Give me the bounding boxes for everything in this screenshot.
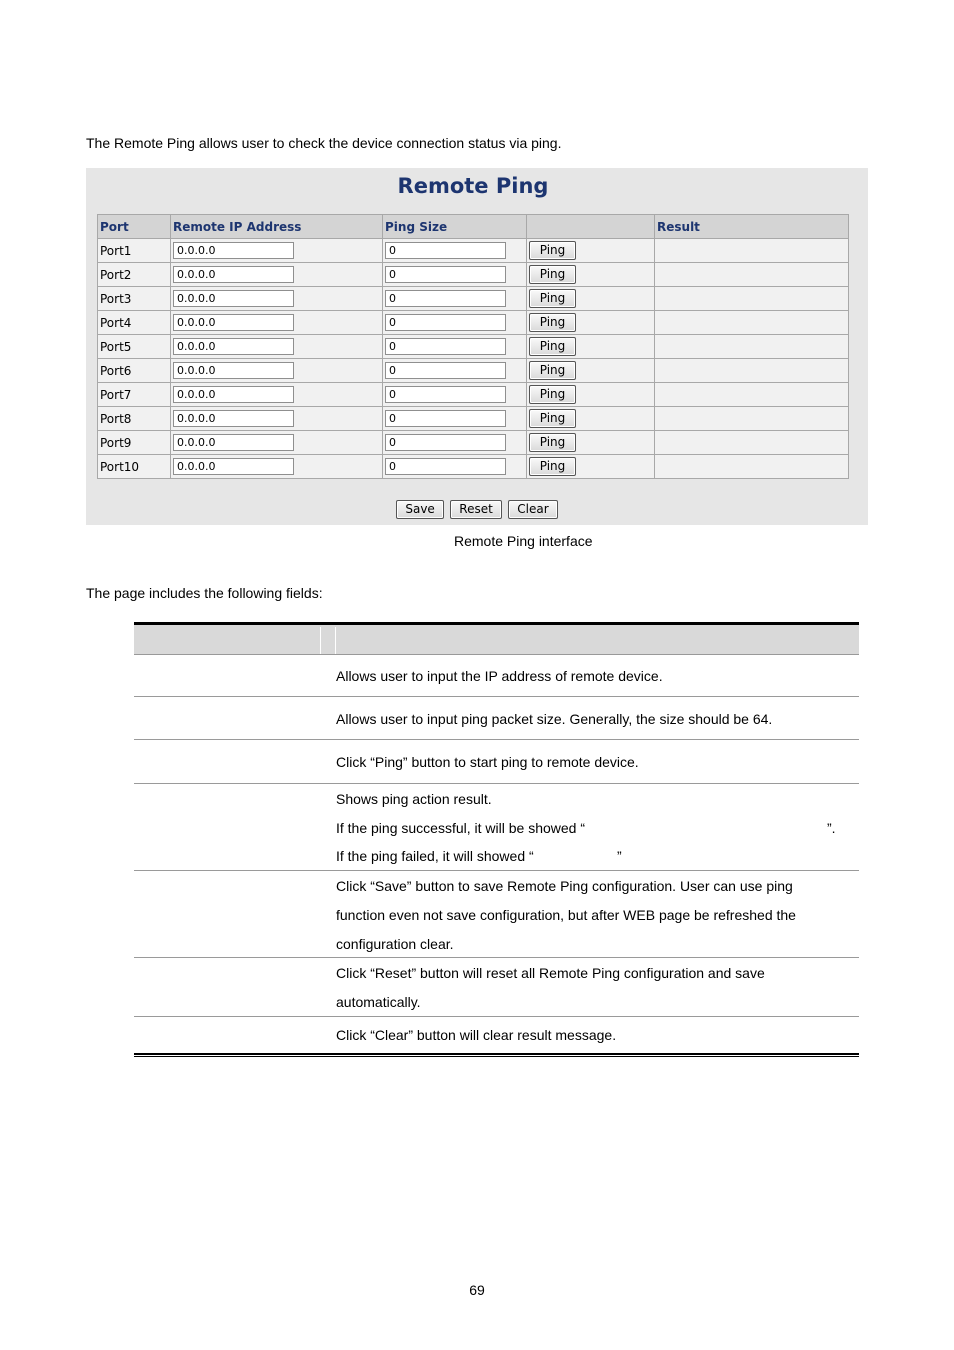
ip-cell <box>171 383 383 407</box>
remote-ip-input[interactable]: 0.0.0.0 <box>173 410 294 427</box>
ping-size-input[interactable]: 0 <box>385 434 506 451</box>
action-cell <box>527 455 655 479</box>
field-desc-line: function even not save configuration, but after WEB page be refreshed the <box>336 907 796 923</box>
port-label: Port7 <box>100 387 132 402</box>
remote-ip-input[interactable]: 0.0.0.0 <box>173 362 294 379</box>
ping-button[interactable]: Ping <box>529 385 576 404</box>
table-header-row <box>98 215 849 239</box>
field-row-ping-size <box>134 697 859 740</box>
port-cell <box>98 311 171 335</box>
size-cell <box>383 383 527 407</box>
ip-cell <box>171 263 383 287</box>
ping-button[interactable]: Ping <box>529 289 576 308</box>
table-row <box>98 311 849 335</box>
field-row-result <box>134 784 859 871</box>
ip-cell <box>171 431 383 455</box>
page-number: 69 <box>469 1282 485 1298</box>
figure-caption: Remote Ping interface <box>454 533 593 549</box>
table-row <box>98 263 849 287</box>
field-desc-line: Click “Ping” button to start ping to remote device. <box>336 754 639 770</box>
table-row <box>98 455 849 479</box>
ping-size-input[interactable]: 0 <box>385 314 506 331</box>
remote-ip-input[interactable]: 0.0.0.0 <box>173 338 294 355</box>
action-cell <box>527 311 655 335</box>
table-row <box>98 431 849 455</box>
field-desc-line: Shows ping action result. <box>336 791 492 807</box>
field-desc-line: Click “Save” button to save Remote Ping configuration. User can use ping <box>336 878 793 894</box>
port-cell <box>98 431 171 455</box>
size-cell <box>383 431 527 455</box>
port-cell <box>98 383 171 407</box>
header-result: Result <box>655 215 849 239</box>
port-label: Port4 <box>100 315 132 330</box>
ip-cell <box>171 359 383 383</box>
ip-cell <box>171 287 383 311</box>
port-label: Port5 <box>100 339 132 354</box>
port-label: Port10 <box>100 459 140 474</box>
remote-ping-panel <box>86 168 868 525</box>
field-desc-line: If the ping failed, it will showed “ <box>336 848 534 864</box>
remote-ip-input[interactable]: 0.0.0.0 <box>173 386 294 403</box>
action-cell <box>527 407 655 431</box>
ping-size-input[interactable]: 0 <box>385 362 506 379</box>
size-cell <box>383 359 527 383</box>
ip-cell <box>171 311 383 335</box>
field-desc-line: Allows user to input the IP address of remote device. <box>336 668 663 684</box>
table-row <box>98 287 849 311</box>
size-cell <box>383 263 527 287</box>
header-action <box>527 215 655 239</box>
port-cell <box>98 335 171 359</box>
table-body <box>98 239 849 479</box>
ping-size-input[interactable]: 0 <box>385 338 506 355</box>
field-desc-line: ”. <box>827 820 836 836</box>
remote-ip-input[interactable]: 0.0.0.0 <box>173 458 294 475</box>
ping-size-input[interactable]: 0 <box>385 410 506 427</box>
result-cell <box>655 455 849 479</box>
panel-title: Remote Ping <box>397 174 549 198</box>
remote-ip-input[interactable]: 0.0.0.0 <box>173 314 294 331</box>
field-desc-line: ” <box>617 848 622 864</box>
action-cell <box>527 239 655 263</box>
header-divider <box>320 627 336 654</box>
port-cell <box>98 239 171 263</box>
field-desc-line: Click “Clear” button will clear result message. <box>336 1027 617 1043</box>
result-cell <box>655 311 849 335</box>
field-desc-line: If the ping successful, it will be showed “ <box>336 820 586 836</box>
table-row <box>98 239 849 263</box>
ip-cell <box>171 335 383 359</box>
ping-size-input[interactable]: 0 <box>385 386 506 403</box>
result-cell <box>655 287 849 311</box>
fields-table <box>134 622 859 1054</box>
ping-button[interactable]: Ping <box>529 457 576 476</box>
remote-ip-input[interactable]: 0.0.0.0 <box>173 242 294 259</box>
header-port: Port <box>98 215 171 239</box>
size-cell <box>383 239 527 263</box>
port-cell <box>98 407 171 431</box>
ping-button[interactable]: Ping <box>529 241 576 260</box>
remote-ip-input[interactable]: 0.0.0.0 <box>173 266 294 283</box>
ip-cell <box>171 407 383 431</box>
ip-cell <box>171 455 383 479</box>
port-label: Port3 <box>100 291 132 306</box>
result-cell <box>655 359 849 383</box>
table-row <box>98 335 849 359</box>
field-desc-line: Allows user to input ping packet size. Generally, the size should be 64. <box>336 711 773 727</box>
field-row-save <box>134 871 859 958</box>
field-desc-line: configuration clear. <box>336 936 454 952</box>
result-cell <box>655 239 849 263</box>
field-row-ping-button <box>134 740 859 784</box>
table-row <box>98 383 849 407</box>
field-row-remote-ip <box>134 655 859 697</box>
port-label: Port6 <box>100 363 132 378</box>
port-label: Port9 <box>100 435 132 450</box>
field-row-reset <box>134 958 859 1017</box>
remote-ping-table <box>97 214 849 479</box>
remote-ip-input[interactable]: 0.0.0.0 <box>173 290 294 307</box>
size-cell <box>383 311 527 335</box>
ping-button[interactable]: Ping <box>529 361 576 380</box>
intro-text: The Remote Ping allows user to check the device connection status via ping. <box>86 135 562 151</box>
fields-table-header <box>134 625 859 655</box>
fields-intro: The page includes the following fields: <box>86 585 323 601</box>
action-buttons <box>86 500 868 519</box>
ping-button[interactable]: Ping <box>529 433 576 452</box>
action-cell <box>527 287 655 311</box>
port-cell <box>98 455 171 479</box>
result-cell <box>655 431 849 455</box>
port-cell <box>98 359 171 383</box>
port-label: Port2 <box>100 267 132 282</box>
ping-size-input[interactable]: 0 <box>385 290 506 307</box>
action-cell <box>527 335 655 359</box>
ping-size-input[interactable]: 0 <box>385 242 506 259</box>
table-bottom-rule <box>134 1053 859 1057</box>
port-cell <box>98 263 171 287</box>
table-row <box>98 407 849 431</box>
save-button[interactable]: Save <box>396 500 443 519</box>
remote-ip-input[interactable]: 0.0.0.0 <box>173 434 294 451</box>
size-cell <box>383 287 527 311</box>
field-row-clear <box>134 1017 859 1054</box>
port-cell <box>98 287 171 311</box>
ping-size-input[interactable]: 0 <box>385 266 506 283</box>
size-cell <box>383 407 527 431</box>
ping-button[interactable]: Ping <box>529 337 576 356</box>
header-remote-ip: Remote IP Address <box>171 215 383 239</box>
action-cell <box>527 263 655 287</box>
port-label: Port8 <box>100 411 132 426</box>
field-desc-line: Click “Reset” button will reset all Remote Ping configuration and save <box>336 965 765 981</box>
ip-cell <box>171 239 383 263</box>
header-ping-size: Ping Size <box>383 215 527 239</box>
clear-button[interactable]: Clear <box>508 500 557 519</box>
size-cell <box>383 335 527 359</box>
result-cell <box>655 335 849 359</box>
reset-button[interactable]: Reset <box>450 500 502 519</box>
result-cell <box>655 263 849 287</box>
ping-button[interactable]: Ping <box>529 265 576 284</box>
result-cell <box>655 407 849 431</box>
action-cell <box>527 359 655 383</box>
result-cell <box>655 383 849 407</box>
field-desc-line: automatically. <box>336 994 421 1010</box>
table-row <box>98 359 849 383</box>
action-cell <box>527 383 655 407</box>
ping-button[interactable]: Ping <box>529 313 576 332</box>
size-cell <box>383 455 527 479</box>
ping-size-input[interactable]: 0 <box>385 458 506 475</box>
ping-button[interactable]: Ping <box>529 409 576 428</box>
port-label: Port1 <box>100 243 132 258</box>
action-cell <box>527 431 655 455</box>
